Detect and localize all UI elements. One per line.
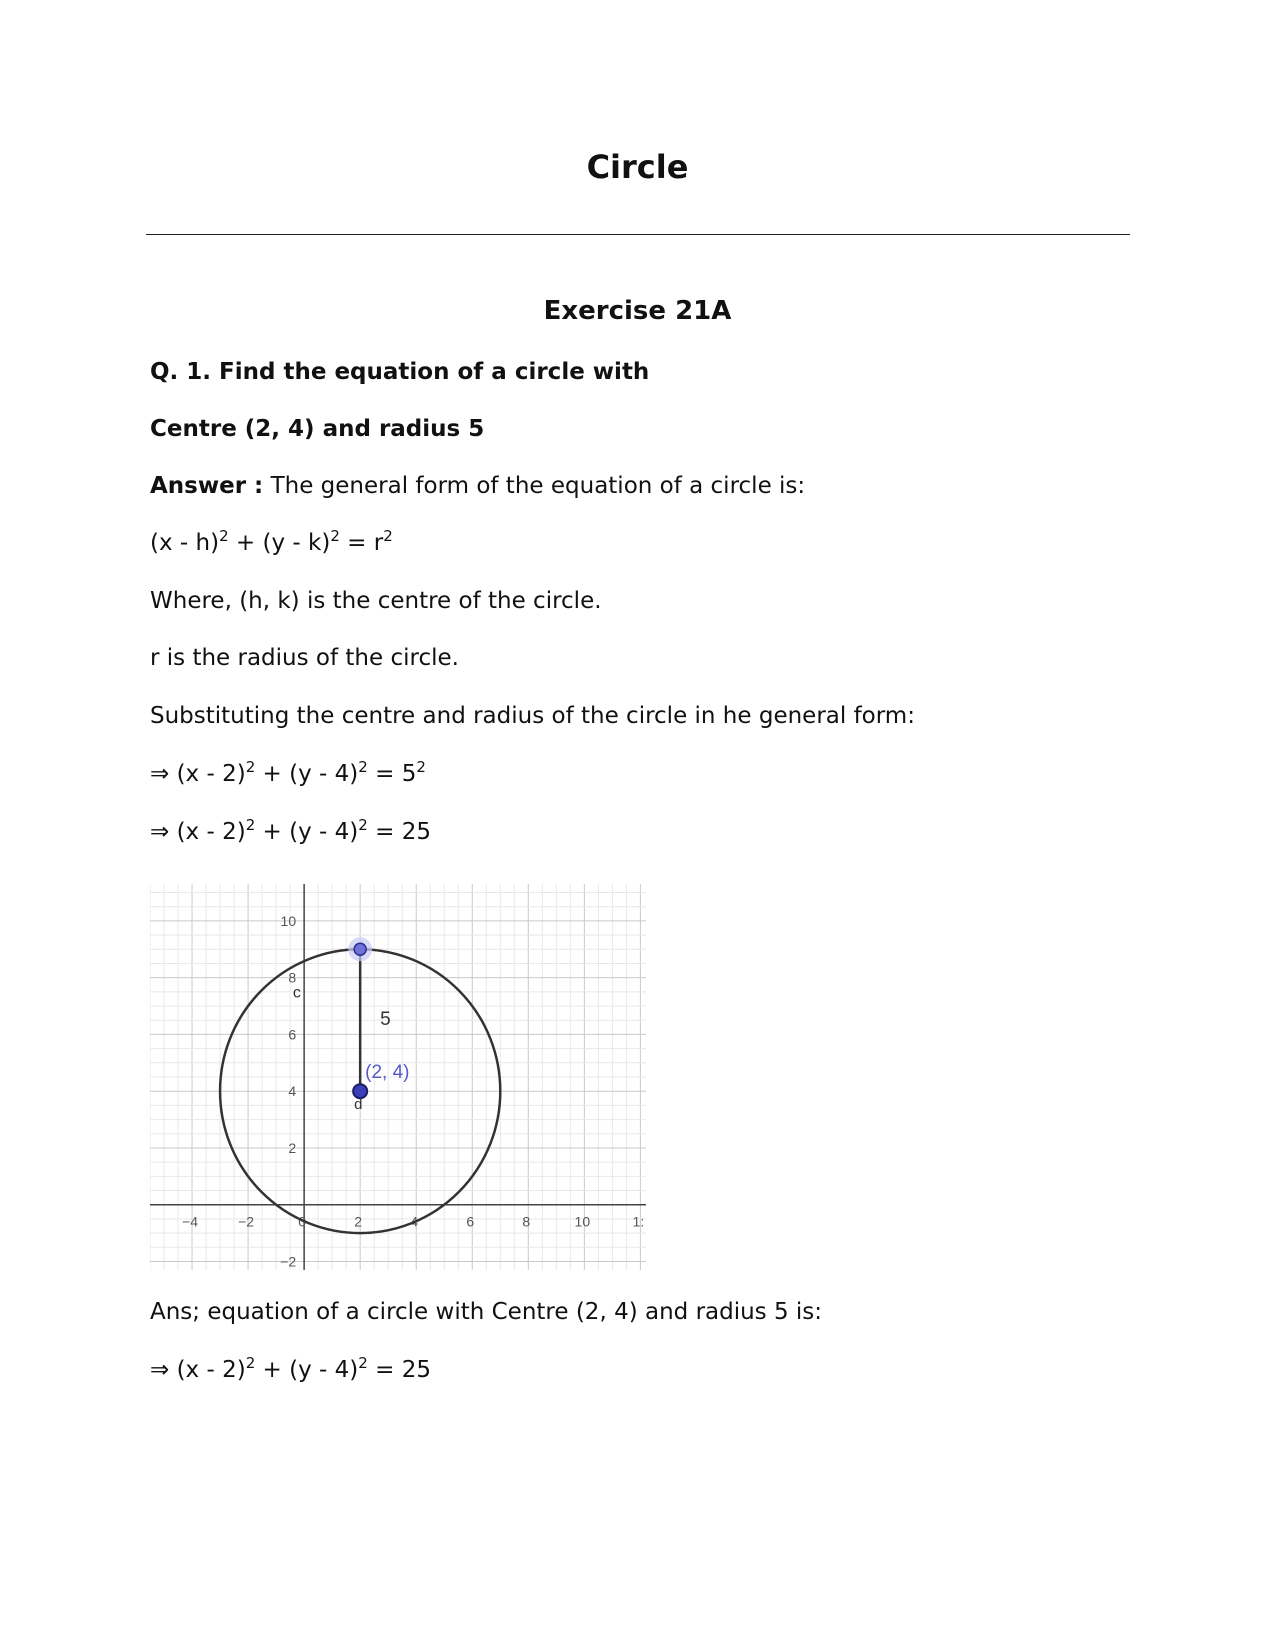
y-tick-label: −2 <box>280 1253 297 1270</box>
substitute-line: Substituting the centre and radius of the circle in he general form: <box>150 703 915 729</box>
y-tick-label: 2 <box>288 1139 297 1156</box>
eq-exponent: 2 <box>245 816 256 834</box>
circle-graph <box>150 884 646 1270</box>
eq-term: ⇒ (x - 2) <box>150 1357 246 1383</box>
eq-exponent: 2 <box>330 527 340 545</box>
eq-term: + (y - k) <box>228 530 331 556</box>
eq-exponent: 2 <box>245 758 256 776</box>
answer-intro-text: The general form of the equation of a circle is: <box>263 473 806 499</box>
y-tick-label: 8 <box>288 969 297 986</box>
eq-term: = 25 <box>367 1357 431 1383</box>
eq-term: = 5 <box>367 761 417 787</box>
eq-exponent: 2 <box>383 527 393 545</box>
x-tick-label: 0 <box>298 1213 307 1230</box>
eq-term: + (y - 4) <box>255 761 359 787</box>
answer-label: Answer : <box>150 473 264 499</box>
eq-term: + (y - 4) <box>255 1357 359 1383</box>
circle-graph-svg <box>150 884 646 1270</box>
question-line-2: Centre (2, 4) and radius 5 <box>150 416 485 442</box>
page-title: Circle <box>586 148 689 186</box>
general-form-equation <box>150 528 393 558</box>
eq-term: (x - h) <box>150 530 220 556</box>
y-tick-label: 10 <box>280 912 297 929</box>
eq-exponent: 2 <box>245 1354 256 1372</box>
eq-term: + (y - 4) <box>255 819 359 845</box>
step1-equation <box>150 759 426 789</box>
y-tick-label: 6 <box>288 1026 297 1043</box>
title-divider <box>146 234 1130 235</box>
eq-term: = r <box>339 530 384 556</box>
x-tick-label: 4 <box>410 1213 419 1230</box>
x-tick-label: −2 <box>238 1213 255 1230</box>
eq-term: ⇒ (x - 2) <box>150 761 246 787</box>
exercise-heading: Exercise 21A <box>543 296 732 326</box>
x-tick-label: 10 <box>574 1213 591 1230</box>
radius-definition-line: r is the radius of the circle. <box>150 645 459 671</box>
center-point-label: (2, 4) <box>365 1062 410 1084</box>
step2-equation <box>150 817 431 847</box>
x-tick-label: −4 <box>182 1213 199 1230</box>
eq-exponent: 2 <box>358 758 368 776</box>
eq-term: ⇒ (x - 2) <box>150 819 246 845</box>
circle-name-label: c <box>292 984 301 1002</box>
x-tick-label: 8 <box>522 1213 531 1230</box>
radius-label: 5 <box>380 1009 391 1031</box>
x-tick-label: 6 <box>466 1213 475 1230</box>
eq-exponent: 2 <box>219 527 229 545</box>
where-line: Where, (h, k) is the centre of the circle. <box>150 588 602 614</box>
y-tick-label: 4 <box>288 1083 297 1100</box>
x-tick-label: 1: <box>632 1213 645 1230</box>
center-point-name: d <box>354 1096 363 1114</box>
eq-exponent: 2 <box>416 758 426 776</box>
eq-term: = 25 <box>367 819 431 845</box>
final-equation <box>150 1355 431 1385</box>
question-line-1: Q. 1. Find the equation of a circle with <box>150 359 650 385</box>
x-tick-label: 2 <box>354 1213 363 1230</box>
eq-exponent: 2 <box>358 1354 368 1372</box>
top-point <box>354 943 366 955</box>
eq-exponent: 2 <box>358 816 368 834</box>
conclusion-line: Ans; equation of a circle with Centre (2, 4) and radius 5 is: <box>150 1299 823 1325</box>
answer-intro-line <box>150 471 805 501</box>
